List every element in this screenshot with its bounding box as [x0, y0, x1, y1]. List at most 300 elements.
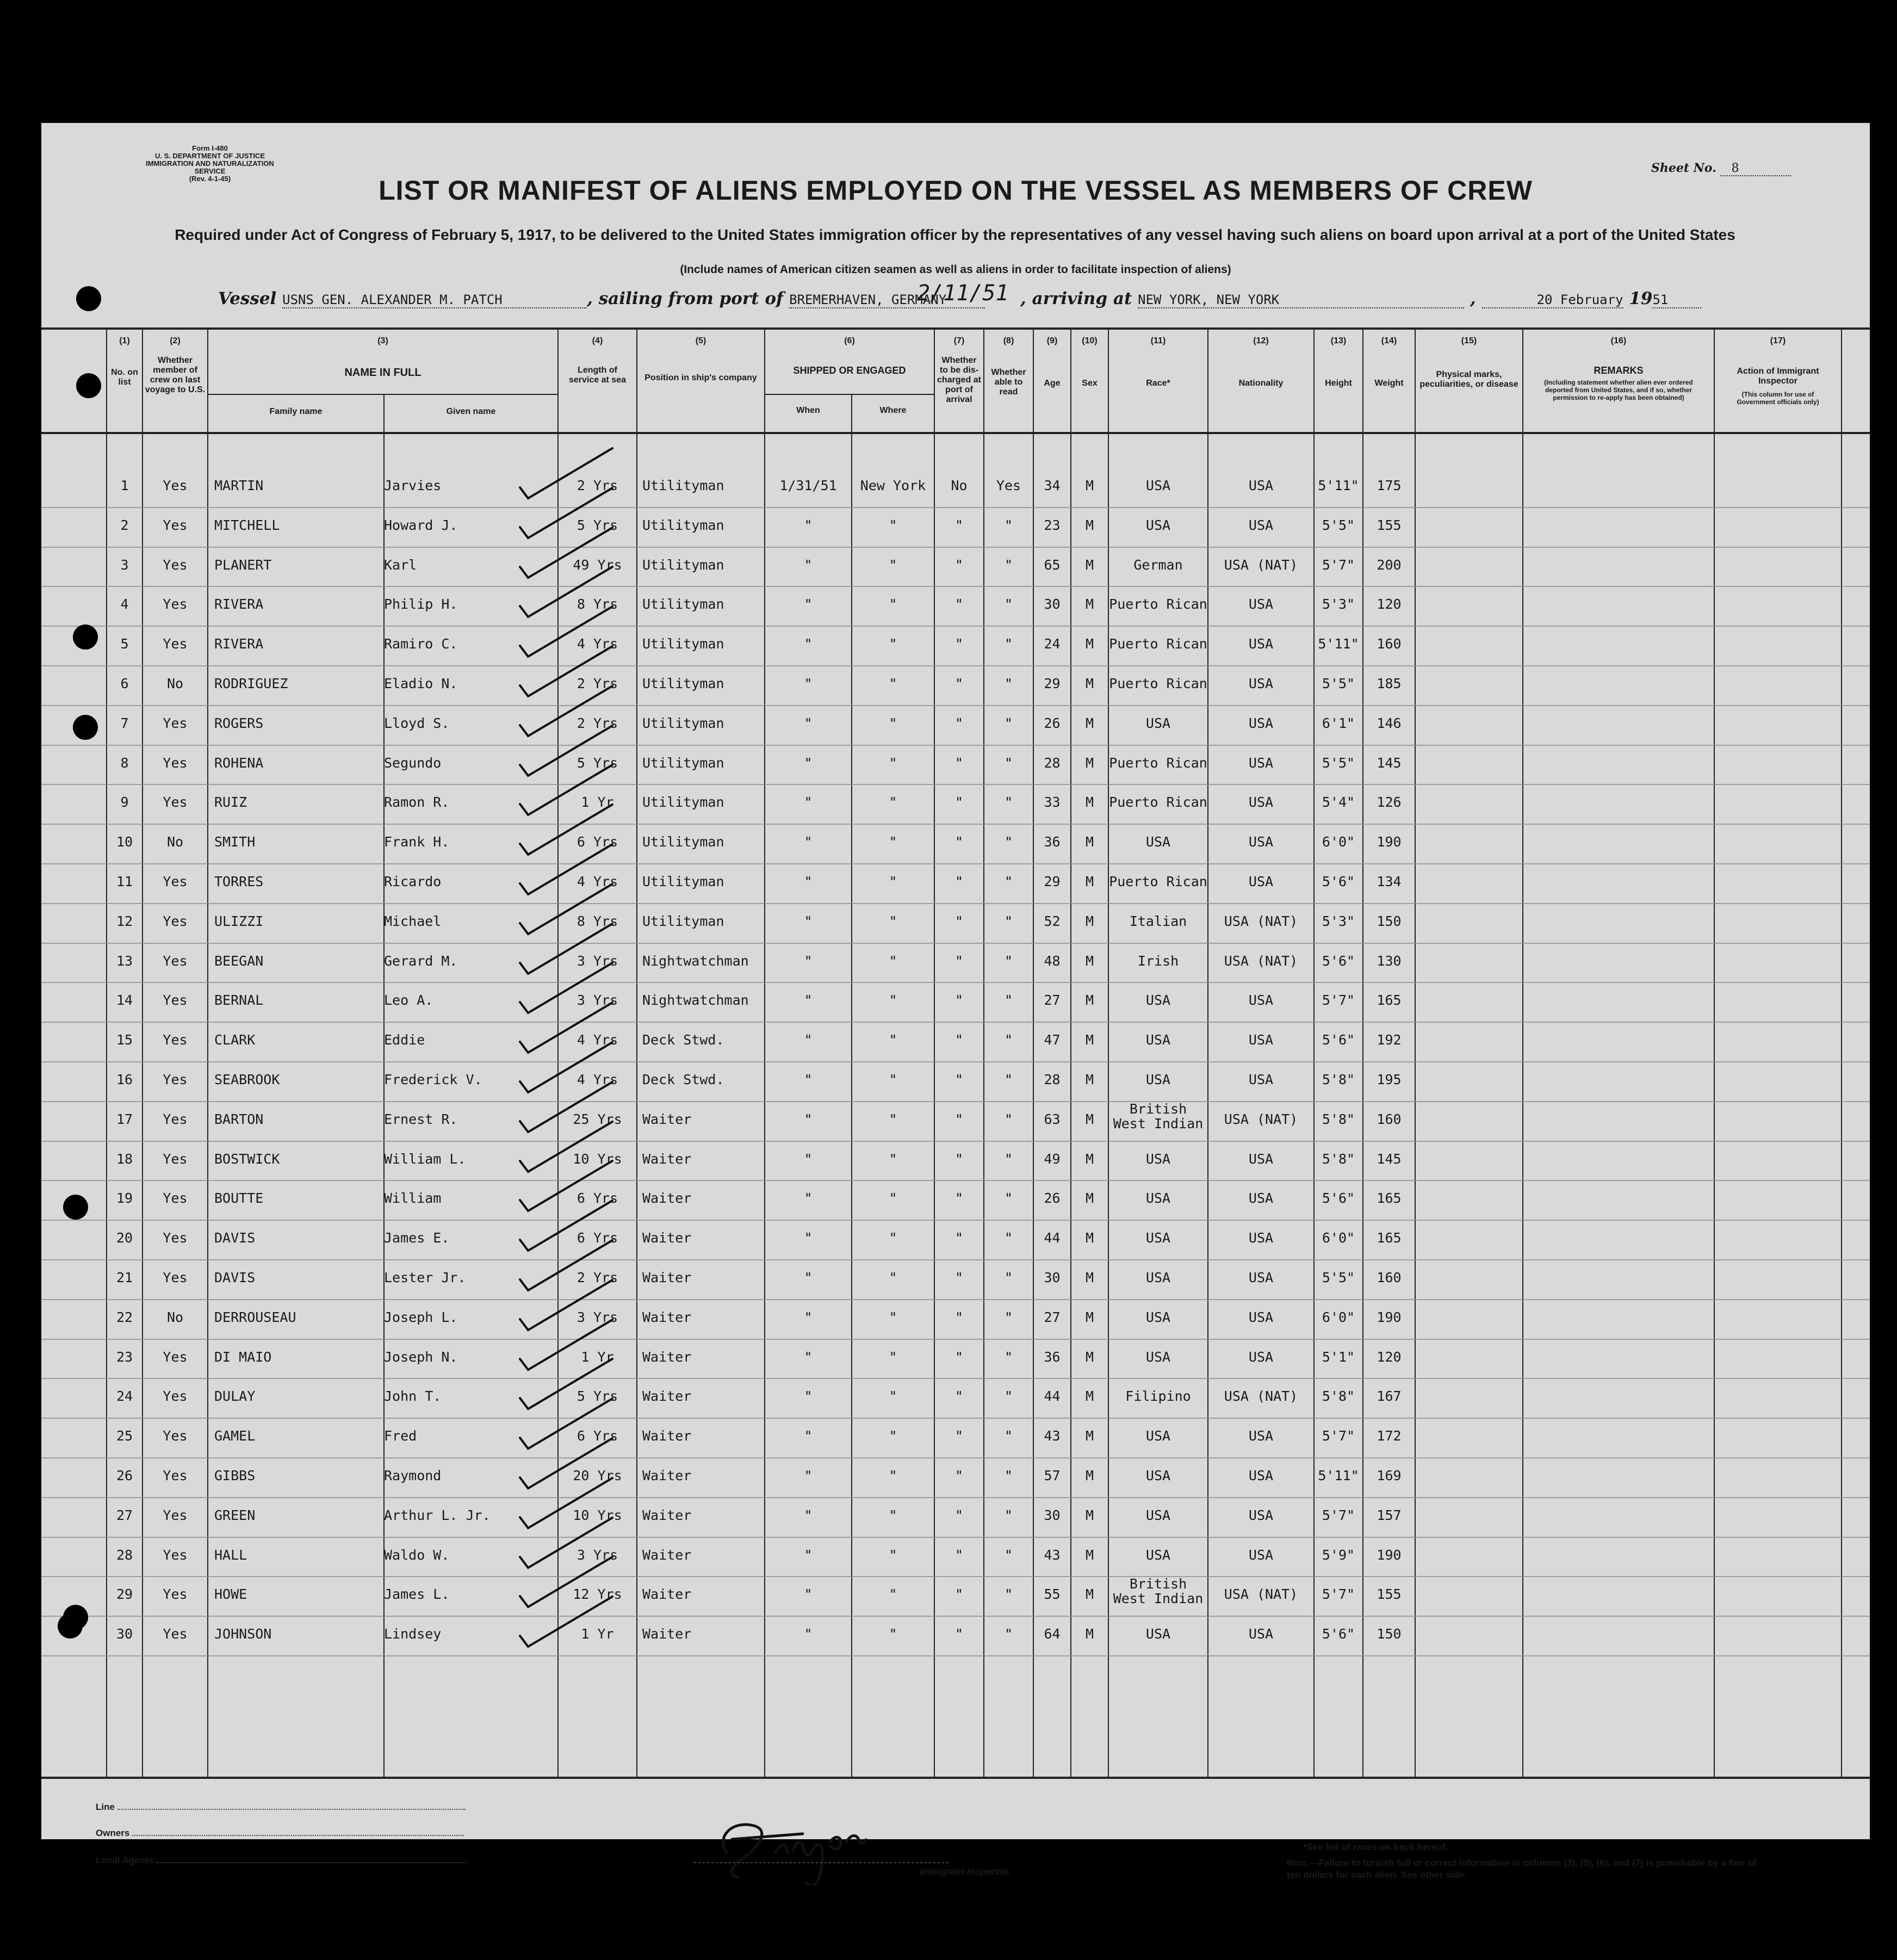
row-weight: 130	[1377, 953, 1402, 969]
row-no: 17	[116, 1111, 133, 1127]
row-family-name: RUIZ	[214, 794, 247, 811]
row-height: 5'5"	[1322, 1270, 1355, 1285]
row-length-service: 3 Yrs	[576, 1309, 618, 1325]
row-family-name: HOWE	[214, 1586, 247, 1603]
row-position: Utilityman	[642, 596, 724, 613]
row-discharged: "	[954, 636, 964, 652]
hdr-where: Where	[879, 406, 907, 415]
row-race: USA	[1145, 1468, 1171, 1483]
table-row	[41, 747, 1870, 787]
row-when: "	[804, 1388, 813, 1405]
row-discharged: No	[951, 478, 968, 493]
row-position: Waiter	[642, 1270, 692, 1285]
punch-hole	[73, 715, 98, 740]
row-sex: M	[1085, 1586, 1094, 1603]
row-when: "	[804, 1230, 813, 1246]
port-from: BREMERHAVEN, GERMANY	[789, 292, 985, 308]
row-age: 63	[1044, 1111, 1061, 1127]
row-height: 5'5"	[1322, 755, 1355, 771]
row-nationality: USA	[1248, 715, 1274, 731]
row-last-voyage: Yes	[163, 636, 188, 652]
row-weight: 190	[1377, 1547, 1402, 1563]
row-length-service: 1 Yr	[581, 1626, 614, 1642]
row-position: Waiter	[642, 1428, 692, 1444]
row-sex: M	[1085, 1349, 1094, 1365]
arrival-line: , arriving at NEW YORK, NEW YORK , 20 February 1951	[1020, 289, 1701, 308]
row-height: 5'6"	[1322, 953, 1355, 969]
sailing-label: , sailing from port of	[587, 289, 784, 308]
hdr-action: Action of Immigrant Inspector	[1737, 367, 1819, 386]
row-able-read: "	[1004, 1468, 1013, 1483]
row-nationality: USA	[1248, 1270, 1274, 1285]
row-height: 5'6"	[1322, 1032, 1355, 1048]
footer-line	[96, 1802, 466, 1813]
hdr-when: When	[796, 406, 820, 415]
row-sex: M	[1085, 1072, 1094, 1087]
row-age: 30	[1044, 596, 1061, 613]
row-when: "	[804, 1547, 813, 1563]
row-when: "	[804, 1428, 813, 1444]
row-sex: M	[1085, 1547, 1094, 1563]
row-able-read: Yes	[996, 478, 1021, 493]
table-row	[41, 549, 1870, 589]
row-last-voyage: Yes	[163, 715, 188, 731]
row-race-line2: West Indian	[1113, 1591, 1204, 1607]
row-given-name: William	[384, 1190, 442, 1207]
row-nationality: USA	[1248, 1468, 1274, 1483]
row-length-service: 4 Yrs	[576, 636, 618, 652]
row-age: 43	[1044, 1428, 1061, 1444]
row-family-name: DERROUSEAU	[214, 1309, 296, 1325]
row-where: "	[889, 913, 897, 929]
row-weight: 165	[1377, 1190, 1402, 1207]
row-height: 6'0"	[1322, 1309, 1355, 1325]
row-last-voyage: Yes	[163, 1547, 188, 1563]
row-no: 26	[116, 1468, 133, 1483]
table-row	[41, 1500, 1870, 1539]
row-last-voyage: Yes	[163, 596, 188, 613]
row-height: 5'8"	[1322, 1151, 1355, 1167]
row-sex: M	[1085, 1468, 1094, 1483]
table-row	[41, 945, 1870, 985]
row-family-name: RODRIGUEZ	[214, 676, 288, 691]
row-race: USA	[1145, 1547, 1171, 1563]
row-when: "	[804, 913, 813, 929]
row-nationality: USA (NAT)	[1224, 953, 1298, 969]
row-nationality: USA (NAT)	[1224, 1586, 1298, 1603]
row-able-read: "	[1004, 874, 1013, 889]
fine-note	[1287, 1857, 1765, 1881]
row-age: 27	[1044, 1309, 1061, 1325]
row-where: "	[889, 794, 897, 811]
row-family-name: RIVERA	[214, 636, 264, 652]
row-height: 5'6"	[1322, 1190, 1355, 1207]
row-family-name: ULIZZI	[214, 913, 264, 929]
table-row	[41, 787, 1870, 826]
row-where: "	[889, 1230, 897, 1246]
row-where: "	[889, 755, 897, 771]
row-able-read: "	[1004, 913, 1013, 929]
row-age: 23	[1044, 517, 1061, 533]
row-given-name: Lindsey	[384, 1626, 442, 1642]
row-length-service: 5 Yrs	[576, 517, 618, 533]
row-last-voyage: Yes	[163, 1111, 188, 1127]
row-able-read: "	[1004, 636, 1013, 652]
row-length-service: 5 Yrs	[576, 755, 618, 771]
punch-hole	[76, 286, 101, 311]
row-race: Irish	[1137, 953, 1179, 969]
sail-date: 2/11/51	[917, 281, 1009, 306]
row-length-service: 25 Yrs	[573, 1111, 622, 1127]
col-num-7: (7)	[953, 336, 965, 345]
row-position: Utilityman	[642, 834, 724, 850]
row-nationality: USA	[1248, 676, 1274, 691]
row-weight: 146	[1377, 715, 1402, 731]
row-weight: 165	[1377, 1230, 1402, 1246]
row-last-voyage: Yes	[163, 1270, 188, 1285]
manifest-sheet	[41, 123, 1870, 1880]
row-weight: 190	[1377, 834, 1402, 850]
row-age: 26	[1044, 715, 1061, 731]
row-able-read: "	[1004, 1428, 1013, 1444]
row-age: 49	[1044, 1151, 1061, 1167]
row-no: 24	[116, 1388, 133, 1405]
row-nationality: USA	[1248, 874, 1274, 889]
col-num-8: (8)	[1003, 336, 1014, 345]
row-nationality: USA (NAT)	[1224, 913, 1298, 929]
row-able-read: "	[1004, 1309, 1013, 1325]
row-where: "	[889, 874, 897, 889]
row-family-name: BOUTTE	[214, 1190, 264, 1207]
row-no: 10	[116, 834, 133, 850]
row-given-name: Lloyd S.	[384, 715, 450, 731]
row-length-service: 10 Yrs	[573, 1151, 622, 1167]
row-discharged: "	[954, 1151, 964, 1167]
row-no: 21	[116, 1270, 133, 1285]
row-position: Waiter	[642, 1626, 692, 1642]
table-row	[41, 1100, 1870, 1143]
row-position: Nightwatchman	[642, 992, 749, 1009]
row-when: "	[804, 557, 813, 573]
table-row	[41, 589, 1870, 628]
row-family-name: MITCHELL	[214, 517, 280, 533]
row-sex: M	[1085, 1151, 1094, 1167]
sheet-number-label: Sheet No.	[1651, 161, 1716, 175]
row-age: 36	[1044, 834, 1061, 850]
row-family-name: BEEGAN	[214, 953, 264, 969]
row-no: 30	[116, 1626, 133, 1642]
row-when: "	[804, 1190, 813, 1207]
row-last-voyage: Yes	[163, 1507, 188, 1523]
row-given-name: Joseph L.	[384, 1309, 458, 1325]
row-sex: M	[1085, 913, 1094, 929]
row-nationality: USA	[1248, 517, 1274, 533]
hdr-member-last-voyage: Whether member of crew on last voyage to U.S.	[145, 356, 206, 394]
row-last-voyage: Yes	[163, 557, 188, 573]
row-no: 18	[116, 1151, 133, 1167]
row-discharged: "	[954, 517, 964, 533]
row-nationality: USA	[1248, 755, 1274, 771]
row-age: 28	[1044, 755, 1061, 771]
row-sex: M	[1085, 834, 1094, 850]
hdr-remarks: REMARKS	[1594, 365, 1644, 376]
row-no: 23	[116, 1349, 133, 1365]
row-race: Italian	[1129, 913, 1187, 929]
row-family-name: TORRES	[214, 874, 264, 889]
row-nationality: USA	[1248, 1309, 1274, 1325]
row-age: 28	[1044, 1072, 1061, 1087]
row-position: Waiter	[642, 1547, 692, 1563]
row-position: Waiter	[642, 1111, 692, 1127]
row-able-read: "	[1004, 1388, 1013, 1405]
row-last-voyage: Yes	[163, 794, 188, 811]
row-weight: 169	[1377, 1468, 1402, 1483]
row-race: USA	[1145, 1151, 1171, 1167]
row-age: 43	[1044, 1547, 1061, 1563]
row-given-name: Waldo W.	[384, 1547, 450, 1563]
row-given-name: Howard J.	[384, 517, 458, 533]
row-sex: M	[1085, 478, 1094, 493]
row-sex: M	[1085, 1230, 1094, 1246]
col-num-13: (13)	[1330, 336, 1347, 345]
row-discharged: "	[954, 1468, 964, 1483]
row-age: 57	[1044, 1468, 1061, 1483]
row-position: Deck Stwd.	[642, 1032, 724, 1048]
row-race: USA	[1145, 992, 1171, 1009]
col-num-6: (6)	[844, 336, 855, 345]
hdr-discharged: Whether to be dis-charged at port of arrival	[937, 356, 981, 404]
row-race: USA	[1145, 1507, 1171, 1523]
row-where: "	[889, 1626, 897, 1642]
row-where: "	[889, 517, 897, 533]
table-row	[41, 1183, 1870, 1222]
row-where: "	[889, 1349, 897, 1365]
row-length-service: 1 Yr	[581, 794, 614, 811]
row-length-service: 2 Yrs	[576, 676, 618, 691]
sheet-number-value: 8	[1720, 162, 1791, 176]
row-length-service: 6 Yrs	[576, 834, 618, 850]
row-family-name: PLANERT	[214, 557, 272, 573]
row-position: Waiter	[642, 1586, 692, 1603]
row-length-service: 6 Yrs	[576, 1428, 618, 1444]
vessel-name: USNS GEN. ALEXANDER M. PATCH	[282, 292, 587, 308]
row-nationality: USA	[1248, 1230, 1274, 1246]
row-sex: M	[1085, 1507, 1094, 1523]
row-discharged: "	[954, 1626, 964, 1642]
row-sex: M	[1085, 517, 1094, 533]
page-subtitle: Required under Act of Congress of February 5, 1917, to be delivered to the United States immigration officer by the representatives of any vessel having such aliens on board upon arrival at a port of the United States	[175, 226, 1735, 243]
row-sex: M	[1085, 596, 1094, 613]
row-height: 5'7"	[1322, 1507, 1355, 1523]
row-last-voyage: Yes	[163, 1032, 188, 1048]
row-given-name: Leo A.	[384, 992, 433, 1009]
row-race: Puerto Rican	[1109, 676, 1207, 691]
row-height: 5'8"	[1322, 1388, 1355, 1405]
row-weight: 167	[1377, 1388, 1402, 1405]
row-no: 22	[116, 1309, 133, 1325]
row-height: 5'11"	[1318, 636, 1359, 652]
row-last-voyage: Yes	[163, 1468, 188, 1483]
row-height: 5'7"	[1322, 557, 1355, 573]
row-sex: M	[1085, 1626, 1094, 1642]
row-last-voyage: Yes	[163, 1428, 188, 1444]
row-length-service: 20 Yrs	[573, 1468, 622, 1483]
row-age: 44	[1044, 1230, 1061, 1246]
hdr-family-name: Family name	[269, 407, 323, 416]
row-length-service: 12 Yrs	[573, 1586, 622, 1603]
row-given-name: James L.	[384, 1586, 450, 1603]
row-no: 15	[116, 1032, 133, 1048]
row-race	[1108, 1102, 1208, 1131]
row-no: 14	[116, 992, 133, 1009]
row-family-name: RIVERA	[214, 596, 264, 613]
row-length-service: 2 Yrs	[576, 1270, 618, 1285]
row-height: 5'6"	[1322, 874, 1355, 889]
row-discharged: "	[954, 1428, 964, 1444]
row-position: Utilityman	[642, 676, 724, 691]
hdr-position: Position in ship's company	[644, 373, 757, 382]
footer-line-text: Line	[96, 1802, 115, 1812]
row-height: 5'5"	[1322, 676, 1355, 691]
row-when: "	[804, 715, 813, 731]
table-row	[41, 985, 1870, 1024]
row-weight: 126	[1377, 794, 1402, 811]
row-where: "	[889, 1547, 897, 1563]
row-sex: M	[1085, 953, 1094, 969]
row-sex: M	[1085, 1309, 1094, 1325]
row-when: "	[804, 834, 813, 850]
row-given-name: John T.	[384, 1388, 442, 1405]
row-weight: 145	[1377, 1151, 1402, 1167]
row-no: 12	[116, 913, 133, 929]
row-given-name: Ernest R.	[384, 1111, 458, 1127]
row-discharged: "	[954, 676, 964, 691]
row-length-service: 4 Yrs	[576, 1032, 618, 1048]
form-rev: (Rev. 4-1-45)	[189, 175, 231, 183]
row-where: "	[889, 992, 897, 1009]
row-weight: 155	[1377, 1586, 1402, 1603]
row-sex: M	[1085, 755, 1094, 771]
row-given-name: Joseph N.	[384, 1349, 458, 1365]
row-length-service: 6 Yrs	[576, 1230, 618, 1246]
row-weight: 150	[1377, 913, 1402, 929]
row-when: "	[804, 992, 813, 1009]
row-age: 33	[1044, 794, 1061, 811]
row-last-voyage: Yes	[163, 478, 188, 493]
row-race-line1: British	[1129, 1100, 1187, 1117]
row-height: 5'7"	[1322, 992, 1355, 1009]
row-height: 5'11"	[1318, 1468, 1359, 1483]
row-weight: 175	[1377, 478, 1402, 493]
row-sex: M	[1085, 992, 1094, 1009]
hdr-action-note: (This column for use of Government officials only)	[1737, 391, 1819, 406]
table-row	[41, 1064, 1870, 1103]
row-given-name: Philip H.	[384, 596, 458, 613]
hdr-able-read: Whether able to read	[991, 368, 1026, 397]
row-when: "	[804, 1151, 813, 1167]
row-age: 64	[1044, 1626, 1061, 1642]
row-able-read: "	[1004, 676, 1013, 691]
row-age: 30	[1044, 1270, 1061, 1285]
hdr-remarks-note: (Including statement whether alien ever ordered deported from United States, and if so, whether permission to re-apply has been obtained)	[1544, 379, 1693, 401]
row-no: 7	[120, 715, 129, 731]
row-given-name: Frederick V.	[384, 1072, 482, 1087]
row-race: USA	[1145, 1032, 1171, 1048]
row-discharged: "	[954, 557, 964, 573]
table-row	[41, 708, 1870, 747]
fine-note-label: Note.	[1287, 1858, 1310, 1868]
row-no: 13	[116, 953, 133, 969]
row-height: 5'3"	[1322, 596, 1355, 613]
row-when: "	[804, 1507, 813, 1523]
row-where: "	[889, 676, 897, 691]
row-able-read: "	[1004, 953, 1013, 969]
row-weight: 172	[1377, 1428, 1402, 1444]
row-age: 24	[1044, 636, 1061, 652]
row-discharged: "	[954, 953, 964, 969]
row-last-voyage: Yes	[163, 953, 188, 969]
row-family-name: SMITH	[214, 834, 256, 850]
row-no: 29	[116, 1586, 133, 1603]
row-position: Waiter	[642, 1507, 692, 1523]
row-able-read: "	[1004, 1547, 1013, 1563]
punch-hole	[76, 373, 101, 398]
row-nationality: USA	[1248, 1349, 1274, 1365]
row-no: 1	[120, 478, 129, 493]
punch-hole	[73, 625, 98, 650]
row-weight: 190	[1377, 1309, 1402, 1325]
row-family-name: DAVIS	[214, 1270, 256, 1285]
row-nationality: USA	[1248, 1507, 1274, 1523]
footer-owners-text: Owners	[96, 1828, 130, 1838]
row-nationality: USA	[1248, 1547, 1274, 1563]
row-sex: M	[1085, 1111, 1094, 1127]
row-nationality: USA	[1248, 1151, 1274, 1167]
row-weight: 192	[1377, 1032, 1402, 1048]
hdr-height: Height	[1325, 379, 1352, 388]
row-given-name: Eladio N.	[384, 676, 458, 691]
row-last-voyage: No	[166, 834, 184, 850]
row-discharged: "	[954, 1507, 964, 1523]
row-sex: M	[1085, 1388, 1094, 1405]
row-position: Utilityman	[642, 557, 724, 573]
row-discharged: "	[954, 755, 964, 771]
row-where: "	[889, 1072, 897, 1087]
arrival-year: 51	[1652, 292, 1701, 308]
row-able-read: "	[1004, 1190, 1013, 1207]
row-position: Waiter	[642, 1230, 692, 1246]
row-no: 16	[116, 1072, 133, 1087]
row-position: Nightwatchman	[642, 953, 749, 969]
row-given-name: James E.	[384, 1230, 450, 1246]
row-sex: M	[1085, 715, 1094, 731]
row-family-name: ROGERS	[214, 715, 264, 731]
row-given-name: Segundo	[384, 755, 442, 771]
row-race: German	[1133, 557, 1183, 573]
row-length-service: 1 Yr	[581, 1349, 614, 1365]
row-family-name: BERNAL	[214, 992, 264, 1009]
row-last-voyage: Yes	[163, 1151, 188, 1167]
table-row	[41, 1460, 1870, 1499]
row-when: "	[804, 1111, 813, 1127]
row-when: "	[804, 517, 813, 533]
row-where: "	[889, 834, 897, 850]
row-able-read: "	[1004, 1270, 1013, 1285]
row-length-service: 6 Yrs	[576, 1190, 618, 1207]
row-no: 19	[116, 1190, 133, 1207]
row-where: "	[889, 953, 897, 969]
row-last-voyage: Yes	[163, 992, 188, 1009]
